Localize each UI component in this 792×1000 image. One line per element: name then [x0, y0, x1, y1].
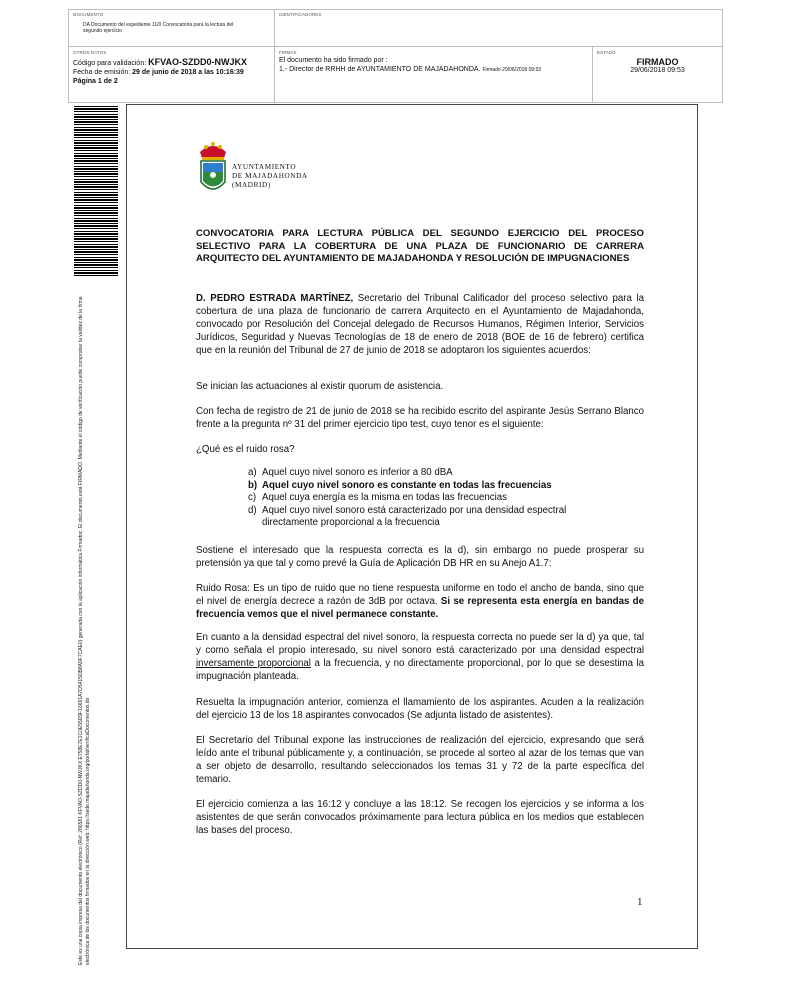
question: ¿Qué es el ruido rosa? [196, 444, 295, 455]
estado-cell [593, 48, 722, 102]
codigo-label: Código para validación: [73, 60, 147, 67]
paragraph-1-text: Secretario del Tribunal Calificador del proceso selectivo para la cobertura de una plaza de funcionario de carrera Arquitecto en el Ayuntamiento de Majadahonda, convocado por Resolución del Concejal delegado de Recursos Humanos, Régimen Interior, Servicios Jurídicos, Seguridad y Nuevas Tecnologías de 18 de enero de 2018 (BOE de 16 de febrero) certifica que en la reunión del Tribunal de 27 de junio de 2018 se adoptaron los siguientes acuerdos: [196, 293, 644, 356]
codigo-value[interactable]: KFVAO-SZDD0-NWJKX [148, 57, 247, 67]
identificadores-label: IDENTIFICADORES [279, 12, 322, 17]
option-key: b) [248, 479, 258, 491]
list-item [248, 505, 618, 530]
firmas-signer-text: 1.- Director de RRHH de AYUNTAMIENTO DE MAJADAHONDA. [279, 66, 481, 73]
options-list [248, 467, 618, 530]
option-text: Aquel cuyo nivel sonoro está caracterizado por una densidad espectral directamente proporcional a la frecuencia [262, 504, 567, 529]
documento-value: DA Documento del expediente 11/0 Convocatoria para la lectura del segundo ejercicio [83, 22, 234, 34]
paragraph-6 [196, 631, 644, 683]
option-text: Aquel cuya energía es la misma en todas las frecuencias [262, 492, 508, 504]
logo-line-1: AYUNTAMIENTO [232, 163, 297, 171]
list-item [248, 480, 618, 493]
paragraph-6-underlined: inversamente proporcional [196, 658, 311, 669]
fecha-emision [73, 68, 270, 77]
firmas-cell [275, 48, 592, 102]
paragraph-8: El Secretario del Tribunal expone las instrucciones de realización del ejercicio, expresando que será leído ante el tribunal públicamente y, a continuación, se procede al sorteo al azar de los temas que van a ser objeto de desarrollo, resultando seleccionados los temas 31 y 72 de la parte específica del temario. [196, 735, 644, 785]
fecha-label: Fecha de emisión: [73, 69, 131, 76]
paragraph-7: Resuelta la impugnación anterior, comienza el llamamiento de los aspirantes. Acuden a la realización del ejercicio 13 de los 18 aspirantes convocados (Se adjunta listado de asistentes). [196, 697, 644, 721]
estado-label: ESTADO [597, 50, 616, 55]
paragraph-5 [196, 582, 644, 621]
list-item [248, 492, 618, 505]
firmas-date: Firmado 29/06/2018 09:53 [482, 67, 542, 73]
logo-text [232, 163, 308, 190]
estado-date: 29/06/2018 09:53 [630, 67, 685, 74]
coat-of-arms-icon [196, 142, 230, 202]
barcode [74, 106, 118, 276]
documento-cell [69, 10, 274, 46]
fecha-value: 29 de junio de 2018 a las 10:16:39 [132, 69, 244, 76]
codigo-validacion [73, 58, 270, 68]
option-text: Aquel cuyo nivel sonoro es constante en todas las frecuencias [262, 479, 552, 491]
document-header [68, 9, 723, 103]
page-number: 1 [637, 896, 643, 908]
paragraph-2: Se inician las actuaciones al existir quorum de asistencia. [196, 381, 444, 392]
firmas-intro: El documento ha sido firmado por : [279, 57, 388, 64]
paragraph-4: Sostiene el interesado que la respuesta correcta es la d), sin embargo no puede prosperar su pretensión ya que tal y como prevé la Guía de Aplicación DB HR en su Anejo A1.7: [196, 545, 644, 569]
page-count: Página 1 de 2 [73, 78, 118, 85]
paragraph-6-text-a: En cuanto a la densidad espectral del nivel sonoro, la respuesta correcta no puede ser la d) ya que, tal y como señala el propio interesado, su nivel sonoro está caracterizado por una densidad espectral [196, 632, 644, 656]
option-key: c) [248, 492, 257, 504]
documento-label: DOCUMENTO [73, 12, 104, 17]
paragraph-5-bold: Si se representa esta energía en bandas de frecuencia vemos que el nivel permanece constante. [196, 596, 644, 620]
firmas-signer [279, 65, 588, 75]
paragraph-1 [196, 292, 644, 357]
paragraph-3: Con fecha de registro de 21 de junio de 2018 se ha recibido escrito del aspirante Jesús Serrano Blanco frente a la pregunta nº 31 del primer ejercicio tipo test, cuyo tenor es el siguiente: [196, 406, 644, 430]
paragraph-6-text-b: a la frecuencia, y no directamente proporcional, por lo que se desestima la impugnación planteada. [196, 658, 644, 682]
logo-line-3: (MADRID) [232, 181, 271, 189]
option-key: d) [248, 504, 257, 516]
otros-datos-label: OTROS DATOS [73, 50, 107, 55]
paragraph-9: El ejercicio comienza a las 16:12 y concluye a las 18:12. Se recogen los ejercicios y se informa a los asistentes de que serán convocados próximamente para lectura pública en los medios que establecen las bases del proceso. [196, 799, 644, 836]
firmas-label: FIRMAS [279, 50, 297, 55]
option-key: a) [248, 467, 257, 478]
secretary-name: D. PEDRO ESTRADA MARTÍNEZ, [196, 293, 354, 304]
option-text: Aquel cuyo nivel sonoro es inferior a 80 dBA [262, 467, 453, 478]
logo-line-2: DE MAJADAHONDA [232, 172, 308, 180]
otros-datos-cell [69, 48, 274, 102]
list-item [248, 467, 618, 480]
paragraph-5-text: Ruido Rosa: Es un tipo de ruido que no tiene respuesta uniforme en todo el ancho de banda, sino que el nivel de energía decrece a razón de 3dB por octava. [196, 583, 644, 607]
document-title: CONVOCATORIA PARA LECTURA PÚBLICA DEL SEGUNDO EJERCICIO DEL PROCESO SELECTIVO PARA LA COBERTURA DE UNA PLAZA DE FUNCIONARIO DE CARRERA ARQUITECTO DEL AYUNTAMIENTO DE MAJADAHONDA Y RESOLUCIÓN DE IMPUGNACIONES [196, 228, 644, 264]
verification-side-text: Este es una copia impresa del documento electrónico (Ref: 286581 KFVAO-SZDD0-NWJKX E758E7E1C0E55D9F16691A7D5415DB8A9F7CAE0) generada con la aplicación informática Firmadoc. El documento está FIRMADO. Mediante el código de verificación puede comprobar la validez de la firma electrónica de los documentos firmados en la dirección web: https://sede.majadahonda.org/portal/verificaDocumentos.do [78, 296, 91, 965]
identificadores-cell [275, 10, 722, 46]
estado-value: FIRMADO [636, 57, 679, 67]
